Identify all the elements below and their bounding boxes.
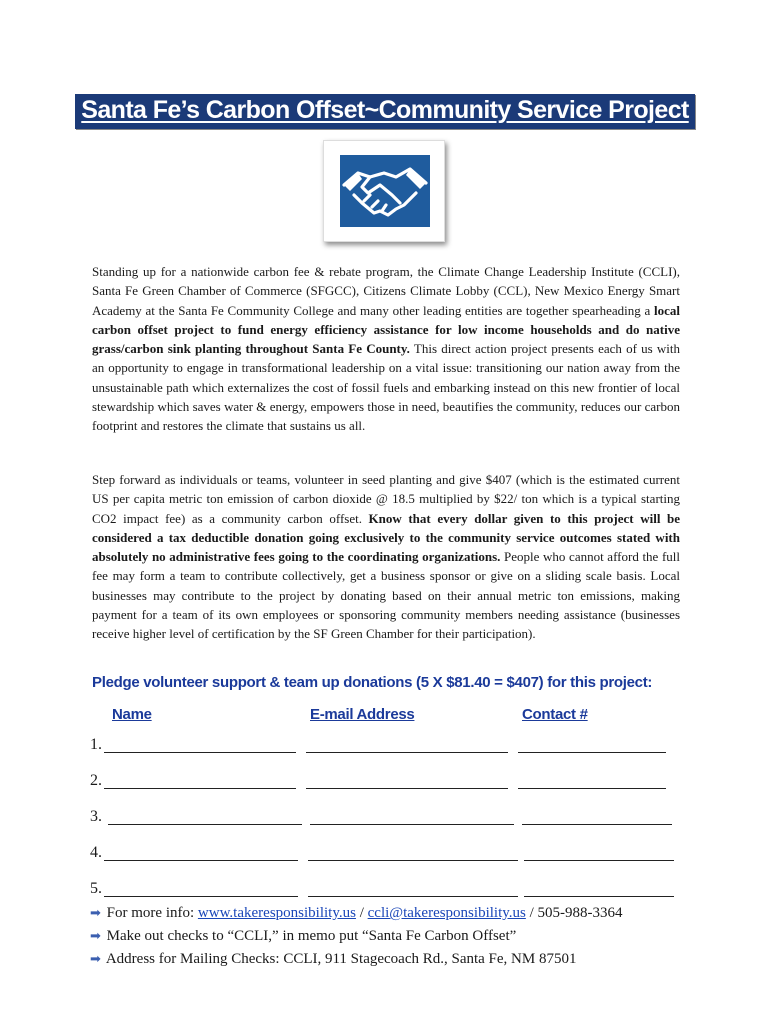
right-arrow-icon: ➡ <box>90 905 101 920</box>
email-field-4[interactable] <box>308 846 518 861</box>
name-field-5[interactable] <box>104 882 298 897</box>
row-number: 1. <box>90 736 102 753</box>
handshake-icon <box>340 155 430 227</box>
logo-frame <box>323 140 445 242</box>
cta-text-bold: Know that every dollar given to this project will be considered a tax deductible donation going exclusively to the community service outcomes stated with absolutely no administrative fees going to the coordinating organizations. <box>92 510 681 565</box>
name-field-3[interactable] <box>108 810 302 825</box>
email-field-1[interactable] <box>306 738 508 753</box>
info-line-contact <box>90 905 623 922</box>
info-prefix: For more info: <box>106 905 198 921</box>
email-field-5[interactable] <box>308 882 518 897</box>
row-number: 5. <box>90 880 102 897</box>
row-number: 4. <box>90 844 102 861</box>
email-link[interactable]: ccli@takeresponsibility.us <box>367 905 526 921</box>
info-line-address <box>90 951 576 968</box>
cta-text-a: Step forward as individuals or teams, volunteer in seed planting and give $407 (which is the estimated current US per capita metric ton emission of carbon dioxide @ 18.5 multiplied by $22/ ton which is a typical starting CO2 impact fee) as a community carbon offset. <box>92 472 680 526</box>
name-field-2[interactable] <box>104 774 296 789</box>
phone-number: / 505-988-3364 <box>525 905 623 921</box>
row-number: 2. <box>90 772 102 789</box>
contact-field-5[interactable] <box>524 882 674 897</box>
info-line-checks <box>90 928 516 945</box>
intro-text-bold: local carbon offset project to fund energy efficiency assistance for low income households and do native grass/carbon sink planting throughout Santa Fe County. <box>92 302 680 357</box>
column-header-name: Name <box>112 706 152 723</box>
contact-field-3[interactable] <box>522 810 672 825</box>
right-arrow-icon: ➡ <box>90 951 101 966</box>
name-field-1[interactable] <box>104 738 296 753</box>
mailing-address: Address for Mailing Checks: CCLI, 911 Stagecoach Rd., Santa Fe, NM 87501 <box>105 951 577 967</box>
contact-field-2[interactable] <box>518 774 666 789</box>
website-link[interactable]: www.takeresponsibility.us <box>197 905 356 921</box>
email-field-2[interactable] <box>306 774 508 789</box>
pledge-heading: Pledge volunteer support & team up donations (5 X $81.40 = $407) for this project: <box>92 674 653 691</box>
title-container <box>0 94 770 129</box>
contact-field-4[interactable] <box>524 846 674 861</box>
row-number: 3. <box>90 808 102 825</box>
cta-text-b: People who cannot afford the full fee may form a team to contribute collectively, get a business sponsor or give on a sliding scale basis. Local businesses may contribute to the project by donating based on their annual metric ton emissions, making payment for a team of its own employees or sponsoring community members needing assistance (businesses receive higher level of certification by the SF Green Chamber for their participation). <box>92 549 680 642</box>
intro-text-b: This direct action project presents each of us with an opportunity to engage in transformational leadership on a vital issue: transitioning our nation away from the unsustainable path which externalizes the cost of fossil fuels and embarking instead on this new frontier of local stewardship which saves water & energy, empowers those in need, beautifies the community, reduces our carbon footprint and restores the climate that sustains us all. <box>92 341 680 434</box>
info-separator: / <box>355 905 368 921</box>
email-field-3[interactable] <box>310 810 514 825</box>
intro-paragraph <box>92 262 680 436</box>
name-field-4[interactable] <box>104 846 298 861</box>
right-arrow-icon: ➡ <box>90 928 101 943</box>
intro-text-a: Standing up for a nationwide carbon fee & rebate program, the Climate Change Leadership Institute (CCLI), Santa Fe Green Chamber of Commerce (SFGCC), Citizens Climate Lobby (CCL), New Mexico Energy Smart Academy at the Santa Fe Community College and many other leading entities are together spearheading a <box>92 264 680 318</box>
column-header-email: E-mail Address <box>310 706 415 723</box>
call-to-action-paragraph <box>92 470 680 644</box>
contact-field-1[interactable] <box>518 738 666 753</box>
checks-instruction: Make out checks to “CCLI,” in memo put “Santa Fe Carbon Offset” <box>106 928 517 944</box>
column-header-contact: Contact # <box>522 706 588 723</box>
page-title: Santa Fe’s Carbon Offset~Community Service Project <box>75 94 694 129</box>
